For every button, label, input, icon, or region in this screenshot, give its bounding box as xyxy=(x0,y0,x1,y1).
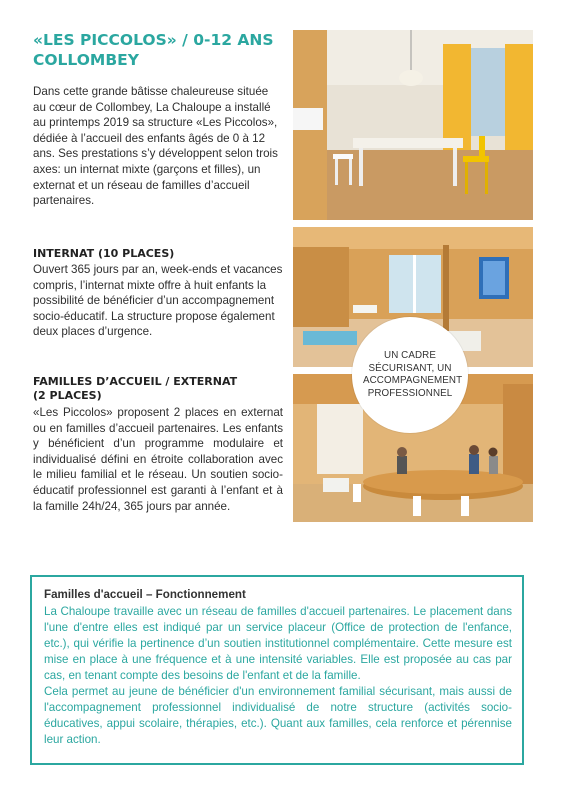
info-box-paragraph-2: Cela permet au jeune de bénéficier d'un environnement familial sécurisant, mais aussi de l'accompagnement professionnel individualisé de notre structure (activités socio-éducatives, appui scolaire, thérapies, etc.). Quant aux familles, cela renforce et pérennise leur action. xyxy=(44,685,512,746)
quote-badge xyxy=(352,317,468,433)
internat-heading: INTERNAT (10 PLACES) xyxy=(33,247,175,260)
internat-paragraph: Ouvert 365 jours par an, week-ends et vacances compris, l’internat mixte offre à huit enfants la possibilité de bénéficier d’un accompagnement socio-éducatif. La structure propose également deux places d’urgence. xyxy=(33,263,283,339)
familles-heading xyxy=(33,375,283,403)
badge-text: UN CADRE SÉCURISANT, UN ACCOMPAGNEMENT PROFESSIONNEL xyxy=(363,350,463,399)
info-box xyxy=(30,575,524,765)
info-box-title: Familles d'accueil – Fonctionnement xyxy=(44,588,246,601)
intro-paragraph: Dans cette grande bâtisse chaleureuse située au cœur de Collombey, La Chaloupe a installé au printemps 2019 sa structure «Les Piccolos», dédiée à l’accueil des enfants âgés de 0 à 12 ans. Ses prestations s’y développent selon trois axes: un internat mixte (garçons et filles), un externat et un réseau de familles d’accueil partenaires. xyxy=(33,85,278,208)
familles-heading-line-1: FAMILLES D’ACCUEIL / EXTERNAT xyxy=(33,375,238,388)
photo-dining-room xyxy=(293,30,533,220)
title-line-2: COLLOMBEY xyxy=(33,51,139,69)
info-box-paragraph-1: La Chaloupe travaille avec un réseau de familles d'accueil partenaires. Le placement dans l'une d'entre elles est indiqué par un service placeur (Office de protection de l'enfance, etc.), qui vérifie la pertinence d’un soutien institutionnel complémentaire. Cette mesure est mise en place à une fréquence et à une intensité variables. Elle est proposée au cas par cas, en tenant compte des besoins de l'enfant et de la famille. xyxy=(44,605,512,682)
title-line-1: «LES PICCOLOS» / 0-12 ANS xyxy=(33,31,274,49)
familles-heading-line-2: (2 PLACES) xyxy=(33,389,102,402)
familles-paragraph: «Les Piccolos» proposent 2 places en externat ou en familles d’accueil partenaires. Les enfants y bénéficient d’un programme modulaire et individualisé défini en étroite collaboration avec le milieu familial et le réseau. Un soutien socio-éducatif professionnel est garanti à l’enfant et à la famille 24h/24, 365 jours par année. xyxy=(33,406,283,513)
page-title xyxy=(33,30,283,70)
